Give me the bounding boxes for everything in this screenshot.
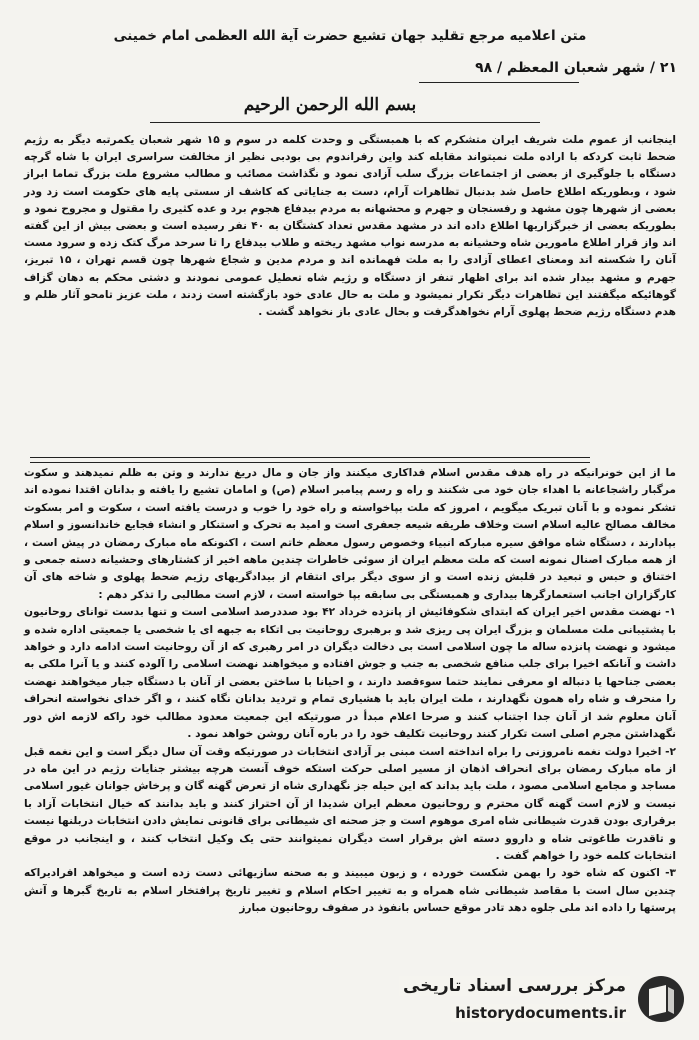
body-paragraph: ما از این خونرانیکه در راه هدف مقدس اسلام فداکاری میکنند واز جان و مال دریغ ندارند و وتن به ظلم نمیدهند و سکوت مرگبار راشجاعانه با اهداء جان خود می شکنند و راه و رسم پیامبر اسلام (ص) و امامان تشیع را یافته و بدانان اقتدا نموده اند تشکر نموده و با آنان تبریک میگویم ، امروز که ملت بپاخواسته و راه خود را خوب و درست یافته است ، سکوت و امر بسکوت مخالف مصالح عالیه اسلام است وخلاف طریقه شیعه جعفری است و امید به تحرک و استنکار و انشاء فجایع خاندانسوز و اسلام بپادارند ، دستگاه شاه موافق سیره مبارکه انبیاء وخصوص رسول معظم خاتم است ، اکنونکه ماه مبارک رمضان در پیش است ، از همه مبارک اصنال نمونه است که ملت معظم ایران از سوئی خاطرات چندین ماهه اخیر از کشتارهای وحشیانه دسته جمعی و اختناق و حبس و تبعید در قلبش زنده است و از سوی دیگر برای انتقام از بیدادگریهای رژیم ضحط پهلوی و شاخه های آن کارگزاران اجانب استعمارگرها بیداری و همبستگی بی سابقه بپا خواسته است ، لازم است مطالبی را تذکر دهم : — [24, 467, 676, 601]
watermark-url: historydocuments.ir — [451, 1004, 630, 1022]
document-date: ۲۱ / شهر شعبان المعظم / ۹۸ — [475, 60, 677, 76]
body-paragraph: اینجانب از عموم ملت شریف ایران متشکرم که با همبستگی و وحدت کلمه در سوم و ۱۵ شهر شعبان یکمرتبه دیگر به رژیم ضحط ثابت کردکه با اراده ملت نمیتواند مقابله کند واین رفراندوم بی بودبی نظیر از مخالفت سراسری ایران با شاه گرچه دستگاه با جلوگیری از بعضی از اجتماعات بزرگ سلب آزادی نمود و نگذاشت مصائب و مطالب مشروع ملت بزرگ تماما ابراز شود ، وبطوریکه اطلاع حاصل شد بدنبال تظاهرات آرام، دست به جنایاتی که کاشف از سستی پایه های حکومت است زد ودر بعضی از شهرها چون مشهد و رفسنجان و جهرم و محشهانه به مردم بیدفاع هجوم برد و عده کثیری را مقتول و مجروح نمود و بطوریکه بعضی از خبرگزاریها اطلاع داده اند در مشهد مقدس تعداد کشتگان به ۴۰ نفر رسیده است و بعضی بیش از این گفته اند واز قرار اطلاع مامورین شاه وحشیانه به مدرسه نواب مشهد ریخته و طلاب بیدفاع را تا سرحد مرگ کتک زده و سرود مست آنان را شکسته اند ومعنای اعطای آزادی را به ملت فهمانده اند و مردم مدین و شجاع شهرها چون قسم تهران ، ۱۵ تبریز، جهرم و مشهد بیدار شده اند برای اظهار تنفر از دستگاه و رژیم شاه تعطیل عمومی نمودند و دشتی محکم به دهان گزاف گوهائیکه میگفتند این تظاهرات دیگر تکرار نمیشود و ملت به حال عادی خود بازگشته است زدند ، ملت عزیز تامحو آثار ظلم و هدم دستگاه رژیم ضحط پهلوی آرام نخواهدگرفت و بحال عادی باز نخواهد گشت . — [24, 134, 677, 319]
point-2-paragraph: ۲- اخیرا دولت نغمه نامروزنی را براه انداخته است مبنی بر آزادی انتخابات در صورتیکه وقت آن سال دیگر است و این نغمه قبل از ماه مبارک رمضان برای انحراف اذهان از مسیر اصلی حرکت استکه خوف آنست هرچه بیشتر جنایات رژیم در این ماه در مساجد و مجامع اسلامی مصود ، ملت باید بداند که این حیله جز نگهداری شاه از تعرض گهنه گان و پرخاش جوانان غیور اسلامی نیست و لازم است گهنه گان محترم و روحانیون معظم ایران شدیدا از آن احتراز کنند و باید بدانند که خیال انتخابات آزاد با برقراری بودن قدرت شیطانی شاه امری موهوم است و جز صحنه ای شیطانی برای قانونی نمایش دادن انتخابات دربلنها نیست و تاقدرت طاغوتی شاه و داروو دسته اش برقرار است دیگران نمیتوانند حتی یک وکیل انتخاب کنند ، و اینجانب در موقع انتخابات کلمه خود را خواهم گفت . — [24, 745, 676, 862]
point-3-paragraph: ۳- اکنون که شاه خود را بهمن شکست خورده ، و زبون میبیند و به صحنه سازیهائی دست زده است و میخواهد افرادیراکه چندین سال است با مقاصد شیطانی شاه همراه و به تغییر احکام اسلام و تغییر تاریخ پرافتخار اسلام به تاریخ گبرها و آتش پرستها را داده اند ملی جلوه دهد تادر موقع حساس بانفوذ در صفوف روحانیون مبارز — [24, 867, 676, 915]
watermark — [396, 970, 696, 1032]
basmala-underline — [150, 122, 540, 123]
point-1-paragraph: ۱- نهضت مقدس اخیر ایران که ابتدای شکوفائیش از پانزده خرداد ۴۲ بود صددرصد اسلامی است و تنها بدست توانای روحانیون با پشتیبانی ملت مسلمان و بزرگ ایران پی ریزی شد و برهبری روحانیت بی اتکاء به جبهه ای یا شخصی یا جمعیتی اداره شده و میشود و نهضت پانزده ساله ما چون اسلامی است بی دخالت دیگران در امر رهبری که از آن روحانیت است ادامه دارد و خواهد داشت و آنانکه اخیرا برای جلب منافع شخصی به جنب و جوش افتاده و میخواهند نهضت اسلامی را آلوده کنند و یا آنرا ملکی به بعضی جناحها یا دنباله او معرفی نمایند حتما سوءقصد دارند ، و احیانا با ساختن بعضی از آنان با دستگاه جبار میخواهند نهضت را منحرف و شاه راه همون نگهدارند ، ملت ایران باید با هشیاری تمام و تردید بدانان نگاه کنند ، و اگر خدای نخواسته انحراف آنان معلوم شد از آنان جدا اجتناب کنند و صرحا اعلام مبدأ در صورتیکه این جمعیت معدود مطالب خود راکه لازمه اش دور نگهداشتن مجرم اصلی است تکرار کنند روحانیت تکلیف خود را در باره آنان روشن خواهد نمود . — [24, 606, 676, 741]
basmala: بسم الله الرحمن الرحیم — [243, 95, 417, 115]
document-title: متن اعلامیه مرجع تقلید جهان تشیع حضرت آیة الله العظمی امام خمینی — [113, 28, 587, 44]
archive-logo-icon — [636, 974, 686, 1024]
body-section-2 — [24, 465, 676, 918]
body-section-1 — [24, 132, 676, 321]
date-underline — [419, 82, 579, 83]
section-divider — [30, 457, 590, 463]
watermark-name: مرکز بررسی اسناد تاریخی — [399, 976, 630, 996]
